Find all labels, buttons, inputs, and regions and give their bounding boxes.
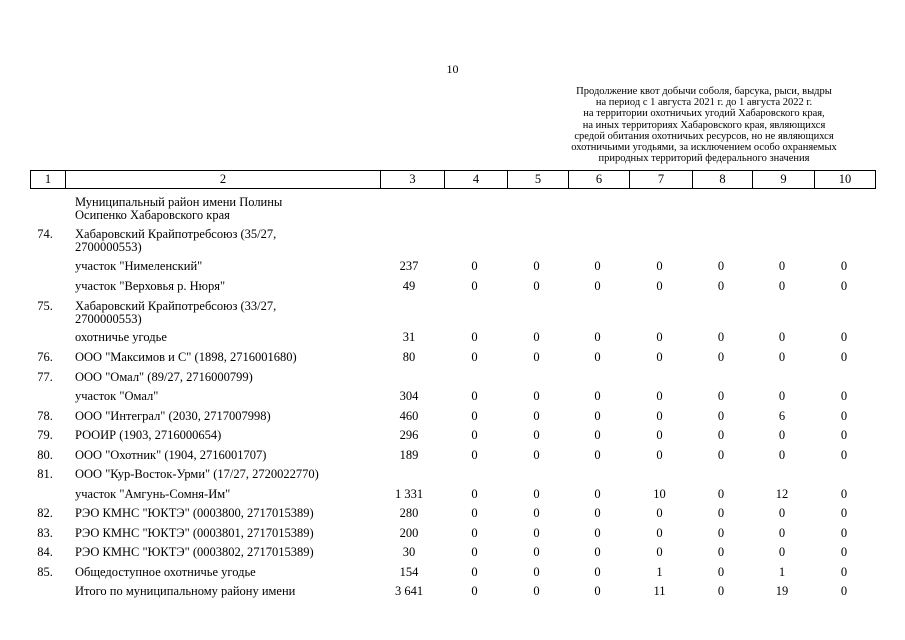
row-value-col10: 0 (840, 428, 848, 442)
row-value-col9: 0 (778, 330, 786, 344)
row-name-line: РЭО КМНС "ЮКТЭ" (0003802, 2717015389) (75, 545, 314, 559)
row-name (75, 300, 375, 326)
row-value-col7: 0 (656, 506, 663, 520)
row-value-col7: 0 (656, 330, 663, 344)
row-name (75, 468, 375, 481)
column-header: 4 (445, 171, 508, 189)
row-value-col10: 0 (840, 259, 848, 273)
column-header-row (30, 170, 876, 189)
row-value-col7: 0 (656, 350, 663, 364)
row-name (75, 585, 375, 598)
row-value-col6: 0 (594, 545, 601, 559)
row-name-line: ООО "Омал" (89/27, 2716000799) (75, 370, 253, 384)
row-name (75, 228, 375, 254)
header-note-line: охотничьими угодьями, за исключением особо охраняемых (571, 142, 837, 154)
row-value-col9: 0 (778, 279, 786, 293)
row-value-col4: 0 (471, 565, 478, 579)
row-value-col10: 0 (840, 389, 848, 403)
row-name-line: участок "Верховья р. Нюря" (75, 279, 226, 293)
header-note-line: на период с 1 августа 2021 г. до 1 августа 2022 г. (595, 97, 813, 109)
row-value-col8: 0 (717, 350, 725, 364)
row-value-col9: 1 (778, 565, 786, 579)
header-note-line: природных территорий федерального значения (598, 153, 810, 165)
row-value-col4: 0 (471, 279, 478, 293)
row-value-col7: 1 (656, 565, 663, 579)
row-value-col3: 30 (402, 545, 416, 559)
row-number: 82. (37, 506, 53, 520)
row-value-col8: 0 (717, 487, 725, 501)
row-value-col8: 0 (717, 526, 725, 540)
row-value-col5: 0 (533, 350, 540, 364)
row-name (75, 527, 375, 540)
header-note-line: на иных территориях Хабаровского края, являющихся (582, 119, 826, 131)
row-value-col8: 0 (717, 584, 725, 598)
row-name-line: охотничье угодье (75, 330, 167, 344)
row-value-col5: 0 (533, 389, 540, 403)
row-name (75, 507, 375, 520)
row-value-col3: 304 (399, 389, 419, 403)
row-value-col6: 0 (594, 409, 601, 423)
row-value-col6: 0 (594, 279, 601, 293)
row-name-line: Хабаровский Крайпотребсоюз (33/27, (75, 299, 277, 313)
row-name-line: ООО "Интеграл" (2030, 2717007998) (75, 409, 271, 423)
row-value-col8: 0 (717, 448, 725, 462)
row-value-col8: 0 (717, 259, 725, 273)
row-value-col9: 0 (778, 259, 786, 273)
header-note-line: средой обитания охотничьих ресурсов, но не являющихся (574, 130, 834, 142)
row-value-col6: 0 (594, 259, 601, 273)
row-value-col10: 0 (840, 487, 848, 501)
row-value-col5: 0 (533, 279, 540, 293)
row-value-col3: 280 (399, 506, 419, 520)
row-number: 74. (37, 227, 53, 241)
column-header: 10 (815, 171, 876, 189)
row-value-col3: 80 (402, 350, 416, 364)
row-value-col10: 0 (840, 526, 848, 540)
row-value-col4: 0 (471, 428, 478, 442)
row-value-col8: 0 (717, 279, 725, 293)
row-value-col5: 0 (533, 506, 540, 520)
row-number: 83. (37, 526, 53, 540)
row-value-col3: 460 (399, 409, 419, 423)
row-value-col8: 0 (717, 565, 725, 579)
row-value-col6: 0 (594, 506, 601, 520)
row-name-line: 2700000553) (75, 240, 142, 254)
row-number: 80. (37, 448, 53, 462)
header-note (530, 86, 878, 164)
row-value-col9: 0 (778, 448, 786, 462)
row-value-col4: 0 (471, 545, 478, 559)
header-note-line: Продолжение квот добычи соболя, барсука, рыси, выдры (576, 86, 832, 97)
row-value-col6: 0 (594, 487, 601, 501)
row-value-col9: 0 (778, 350, 786, 364)
row-value-col3: 31 (402, 330, 416, 344)
row-value-col5: 0 (533, 330, 540, 344)
row-name-line: 2700000553) (75, 312, 142, 326)
row-value-col8: 0 (717, 389, 725, 403)
row-name (75, 351, 375, 364)
row-value-col3: 189 (399, 448, 419, 462)
row-value-col10: 0 (840, 409, 848, 423)
row-value-col3: 49 (402, 279, 416, 293)
row-name (75, 280, 375, 293)
row-value-col3: 154 (399, 565, 419, 579)
row-value-col10: 0 (840, 350, 848, 364)
row-value-col10: 0 (840, 330, 848, 344)
row-value-col9: 0 (778, 506, 786, 520)
row-value-col6: 0 (594, 350, 601, 364)
row-name-line: ООО "Кур-Восток-Урми" (17/27, 2720022770) (75, 467, 319, 481)
row-name-line: ООО "Охотник" (1904, 2716001707) (75, 448, 267, 462)
row-value-col4: 0 (471, 526, 478, 540)
row-value-col8: 0 (717, 409, 725, 423)
row-name-line: Итого по муниципальному району имени (75, 584, 296, 598)
row-value-col5: 0 (533, 526, 540, 540)
row-value-col5: 0 (533, 545, 540, 559)
row-name-line: участок "Нимеленский" (75, 259, 203, 273)
row-name (75, 331, 375, 344)
column-header: 7 (630, 171, 693, 189)
row-value-col6: 0 (594, 389, 601, 403)
row-value-col3: 3 641 (394, 584, 424, 598)
row-value-col4: 0 (471, 506, 478, 520)
column-header: 9 (753, 171, 815, 189)
row-name (75, 566, 375, 579)
row-name (75, 196, 375, 222)
row-number: 77. (37, 370, 53, 384)
row-value-col7: 0 (656, 448, 663, 462)
row-value-col7: 0 (656, 545, 663, 559)
row-name (75, 488, 375, 501)
row-value-col7: 0 (656, 279, 663, 293)
row-value-col3: 200 (399, 526, 419, 540)
row-value-col6: 0 (594, 428, 601, 442)
page-number: 10 (446, 62, 459, 76)
row-value-col4: 0 (471, 330, 478, 344)
row-name (75, 429, 375, 442)
row-name (75, 390, 375, 403)
row-number: 78. (37, 409, 53, 423)
column-header: 8 (693, 171, 753, 189)
row-value-col6: 0 (594, 448, 601, 462)
row-name-line: Муниципальный район имени Полины (75, 195, 283, 209)
row-value-col3: 1 331 (394, 487, 424, 501)
row-value-col5: 0 (533, 565, 540, 579)
row-value-col10: 0 (840, 545, 848, 559)
row-value-col9: 0 (778, 428, 786, 442)
column-header: 5 (508, 171, 569, 189)
row-value-col4: 0 (471, 259, 478, 273)
row-value-col9: 0 (778, 389, 786, 403)
row-number: 84. (37, 545, 53, 559)
row-name-line: РЭО КМНС "ЮКТЭ" (0003801, 2717015389) (75, 526, 314, 540)
row-name-line: Хабаровский Крайпотребсоюз (35/27, (75, 227, 277, 241)
row-value-col7: 0 (656, 409, 663, 423)
row-value-col4: 0 (471, 389, 478, 403)
row-value-col4: 0 (471, 487, 478, 501)
row-number: 75. (37, 299, 53, 313)
row-number: 85. (37, 565, 53, 579)
row-name-line: РООИР (1903, 2716000654) (75, 428, 222, 442)
row-value-col9: 0 (778, 545, 786, 559)
row-value-col4: 0 (471, 350, 478, 364)
row-name-line: участок "Амгунь-Сомня-Им" (75, 487, 231, 501)
row-value-col4: 0 (471, 448, 478, 462)
row-name (75, 449, 375, 462)
row-value-col7: 0 (656, 428, 663, 442)
row-value-col9: 0 (778, 526, 786, 540)
row-value-col5: 0 (533, 487, 540, 501)
row-value-col9: 6 (778, 409, 786, 423)
row-value-col6: 0 (594, 565, 601, 579)
column-header: 1 (31, 171, 66, 189)
row-value-col8: 0 (717, 428, 725, 442)
row-value-col4: 0 (471, 409, 478, 423)
row-value-col7: 10 (653, 487, 666, 501)
row-value-col10: 0 (840, 279, 848, 293)
row-value-col6: 0 (594, 330, 601, 344)
row-name-line: ООО "Максимов и С" (1898, 2716001680) (75, 350, 297, 364)
row-number: 79. (37, 428, 53, 442)
row-value-col10: 0 (840, 584, 848, 598)
row-number: 76. (37, 350, 53, 364)
row-value-col8: 0 (717, 506, 725, 520)
column-header: 6 (569, 171, 630, 189)
row-name-line: участок "Омал" (75, 389, 159, 403)
row-value-col5: 0 (533, 584, 540, 598)
row-value-col7: 11 (653, 584, 666, 598)
row-value-col5: 0 (533, 259, 540, 273)
row-value-col7: 0 (656, 526, 663, 540)
row-value-col5: 0 (533, 428, 540, 442)
row-value-col8: 0 (717, 330, 725, 344)
column-header: 3 (381, 171, 445, 189)
row-value-col4: 0 (471, 584, 478, 598)
row-value-col3: 237 (399, 259, 419, 273)
row-value-col9: 12 (775, 487, 789, 501)
row-value-col3: 296 (399, 428, 419, 442)
row-name-line: Осипенко Хабаровского края (75, 208, 230, 222)
row-value-col8: 0 (717, 545, 725, 559)
row-name-line: Общедоступное охотничье угодье (75, 565, 256, 579)
row-value-col9: 19 (775, 584, 789, 598)
row-value-col10: 0 (840, 565, 848, 579)
row-value-col6: 0 (594, 584, 601, 598)
row-name-line: РЭО КМНС "ЮКТЭ" (0003800, 2717015389) (75, 506, 314, 520)
row-value-col10: 0 (840, 506, 848, 520)
row-value-col7: 0 (656, 389, 663, 403)
column-header: 2 (66, 171, 381, 189)
row-name (75, 546, 375, 559)
row-value-col6: 0 (594, 526, 601, 540)
row-value-col5: 0 (533, 448, 540, 462)
row-name (75, 410, 375, 423)
row-name (75, 371, 375, 384)
row-name (75, 260, 375, 273)
row-value-col7: 0 (656, 259, 663, 273)
row-value-col10: 0 (840, 448, 848, 462)
header-note-line: на территории охотничьих угодий Хабаровского края, (583, 108, 825, 120)
row-value-col5: 0 (533, 409, 540, 423)
row-number: 81. (37, 467, 53, 481)
